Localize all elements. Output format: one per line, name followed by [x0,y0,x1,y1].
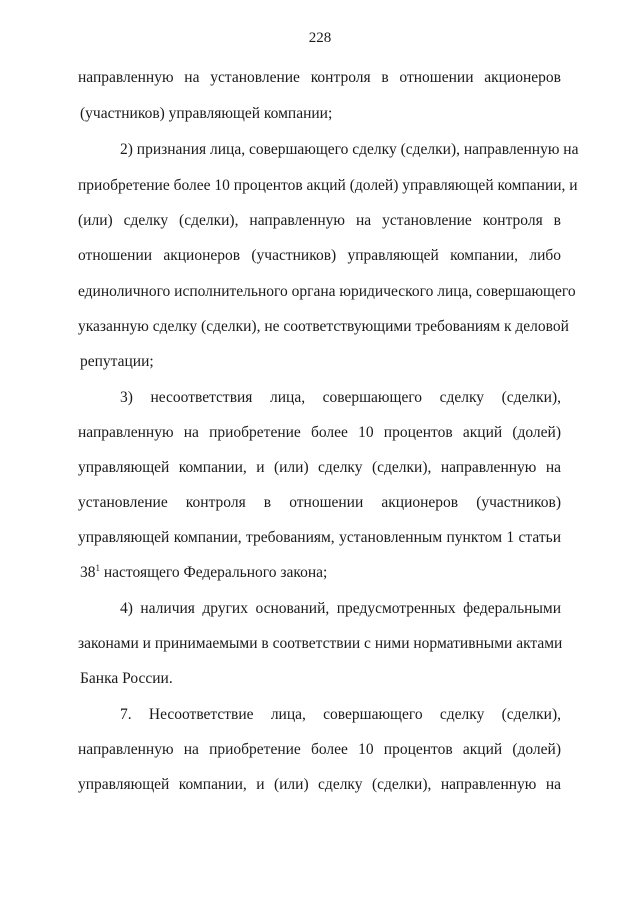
text-fragment: настоящего Федерального закона; [103,564,328,581]
text-line: управляющей компании, требованиям, установленным пунктом 1 статьи [78,529,561,546]
text-line: 7. Несоответствие лица, совершающего сделку (сделки), [120,706,561,723]
text-line: направленную на приобретение более 10 процентов акций (долей) [78,424,561,441]
text-line: управляющей компании, и (или) сделку (сделки), направленную на [78,459,561,476]
text-line: отношении акционеров (участников) управляющей компании, либо [78,247,561,264]
text-line: указанную сделку (сделки), не соответствующими требованиям к деловой [78,318,569,335]
text-line: единоличного исполнительного органа юридического лица, совершающего [78,283,576,300]
text-line [80,563,327,583]
article-number: 38 [80,564,96,581]
article-superscript: 1 [95,563,100,573]
text-line: управляющей компании, и (или) сделку (сделки), направленную на [78,776,561,793]
text-line: 2) признания лица, совершающего сделку (сделки), направленную на [120,141,579,158]
text-line: направленную на приобретение более 10 процентов акций (долей) [78,741,561,758]
text-line: установление контроля в отношении акционеров (участников) [78,494,561,511]
text-line: направленную на установление контроля в отношении акционеров [78,69,561,86]
text-line: законами и принимаемыми в соответствии с ними нормативными актами [78,635,563,652]
text-line: (или) сделку (сделки), направленную на установление контроля в [78,212,561,229]
text-line: репутации; [80,353,154,370]
text-line: (участников) управляющей компании; [80,105,333,122]
text-line: Банка России. [80,670,173,687]
page-number: 228 [308,30,332,46]
text-line: 3) несоответствия лица, совершающего сделку (сделки), [120,389,561,406]
text-line: 4) наличия других оснований, предусмотренных федеральными [120,600,561,617]
text-line: приобретение более 10 процентов акций (долей) управляющей компании, и [78,177,578,194]
